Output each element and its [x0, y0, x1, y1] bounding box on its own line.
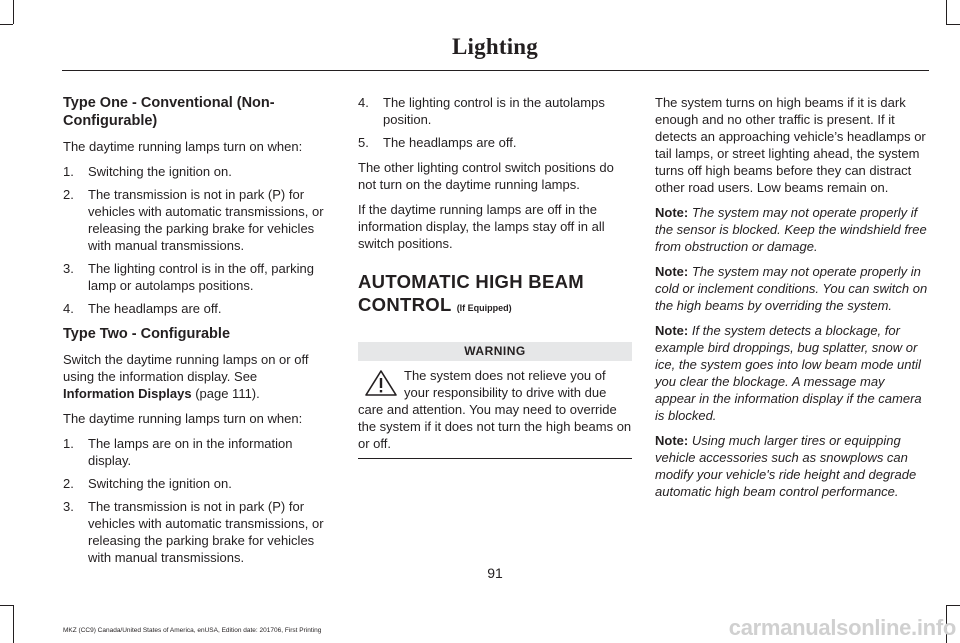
warning-banner: WARNING: [358, 342, 632, 361]
header-divider: [62, 70, 929, 71]
section-heading: Type Two - Configurable: [63, 326, 231, 342]
watermark: carmanualsonline.info: [728, 615, 956, 640]
note: [655, 322, 928, 424]
crop-mark: [946, 0, 947, 24]
page-reference-link[interactable]: Information Displays: [63, 386, 192, 401]
list-text: Switching the ignition on.: [88, 164, 232, 179]
list-item: [358, 94, 632, 128]
list-item: [63, 163, 338, 180]
list-number: 4.: [358, 95, 369, 110]
warning-divider: [358, 458, 632, 459]
list-text: The headlamps are off.: [88, 301, 222, 316]
note: [655, 432, 928, 500]
note-text: The system may not operate properly in cold or inclement conditions. You can switch on the high beams by overriding the system.: [655, 264, 928, 313]
warning-text: The system does not relieve you of your responsibility to drive with due care and attention. You may need to override the system if it does not turn the high beams on or off.: [358, 368, 632, 451]
warning-triangle-icon: [364, 369, 398, 397]
list-number: 4.: [63, 301, 74, 316]
note-label: Note:: [655, 433, 689, 448]
chapter-heading-line2: CONTROL: [358, 294, 452, 315]
list-item: [63, 300, 338, 317]
list-item: [63, 475, 338, 492]
list-item: [63, 435, 338, 469]
paragraph: [63, 351, 338, 402]
paragraph: The daytime running lamps turn on when:: [63, 411, 303, 426]
note-label: Note:: [655, 264, 689, 279]
list-text: The lighting control is in the off, parking lamp or autolamps positions.: [88, 261, 314, 293]
numbered-list: [63, 435, 338, 566]
crop-mark: [13, 605, 14, 643]
crop-mark: [13, 0, 14, 24]
list-text: Switching the ignition on.: [88, 476, 232, 491]
note-text: Using much larger tires or equipping vehicle accessories such as snowplows can modify your vehicle's ride height and degrade automatic high beam control performance.: [655, 433, 917, 499]
list-number: 1.: [63, 436, 74, 451]
list-text: The transmission is not in park (P) for vehicles with automatic transmissions, or releasing the parking brake for vehicles with manual transmissions.: [88, 499, 324, 565]
list-text: The lighting control is in the autolamps position.: [383, 95, 605, 127]
warning-box: [358, 367, 632, 459]
equipment-note: (If Equipped): [456, 303, 512, 313]
paragraph-text: Switch the daytime running lamps on or off using the information display. See: [63, 352, 309, 384]
section-heading: Type One - Conventional (Non-Configurable): [63, 95, 275, 129]
list-number: 1.: [63, 164, 74, 179]
list-item: [63, 186, 338, 254]
chapter-heading-line1: AUTOMATIC HIGH BEAM: [358, 271, 584, 292]
note-label: Note:: [655, 323, 689, 338]
page-title: Lighting: [452, 34, 538, 59]
list-text: The transmission is not in park (P) for vehicles with automatic transmissions, or releasing the parking brake for vehicles with manual transmissions.: [88, 187, 324, 253]
crop-mark: [946, 24, 960, 25]
paragraph: The system turns on high beams if it is dark enough and no other traffic is present. If it detects an approaching vehicle’s headlamps or tail lamps, or street lighting ahead, the system turns off high beams before they can distract other road users. Low beams remain on.: [655, 95, 926, 195]
note-label: Note:: [655, 205, 689, 220]
column-middle: [358, 94, 632, 459]
list-number: 5.: [358, 135, 369, 150]
list-number: 3.: [63, 261, 74, 276]
paragraph: The other lighting control switch positions do not turn on the daytime running lamps.: [358, 160, 614, 192]
list-item: [358, 134, 632, 151]
list-item: [63, 260, 338, 294]
edition-footer: MKZ (CC9) Canada/United States of America, enUSA, Edition date: 201706, First Printing: [63, 627, 322, 634]
crop-mark: [946, 605, 960, 606]
paragraph: The daytime running lamps turn on when:: [63, 139, 303, 154]
numbered-list: [358, 94, 632, 151]
column-left: [63, 94, 338, 574]
list-text: The headlamps are off.: [383, 135, 517, 150]
note-text: The system may not operate properly if the sensor is blocked. Keep the windshield free from obstruction or damage.: [655, 205, 927, 254]
list-number: 3.: [63, 499, 74, 514]
note-text: If the system detects a blockage, for example bird droppings, bug splatter, snow or ice, the system goes into low beam mode until you clear the blockage. A message may appear in the information display if the camera is blocked.: [655, 323, 922, 423]
page-reference-suffix: (page 111).: [191, 386, 260, 401]
list-item: [63, 498, 338, 566]
crop-mark: [0, 24, 13, 25]
list-number: 2.: [63, 187, 74, 202]
note: [655, 204, 928, 255]
page-number: 91: [487, 565, 503, 581]
paragraph: If the daytime running lamps are off in the information display, the lamps stay off in all switch positions.: [358, 202, 605, 251]
chapter-heading: [358, 270, 632, 320]
list-text: The lamps are on in the information display.: [88, 436, 293, 468]
list-number: 2.: [63, 476, 74, 491]
note: [655, 263, 928, 314]
column-right: [655, 94, 928, 508]
numbered-list: [63, 163, 338, 317]
crop-mark: [0, 605, 13, 606]
